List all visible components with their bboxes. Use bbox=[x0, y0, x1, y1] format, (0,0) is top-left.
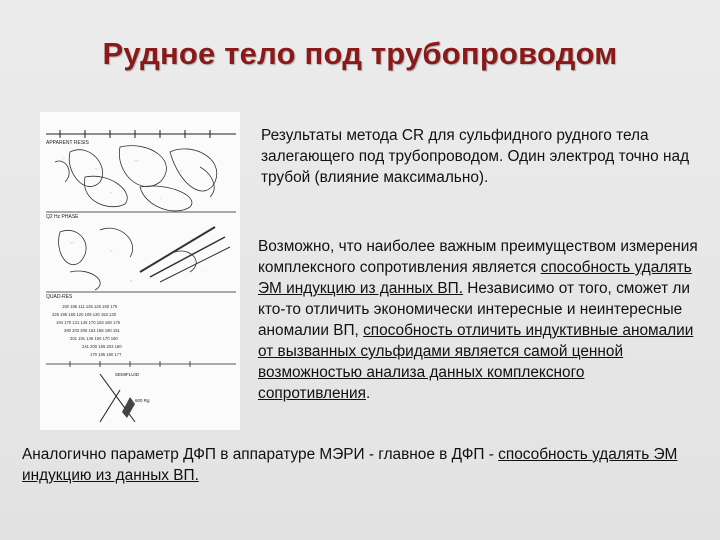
figure-label-depth: 600 Rg bbox=[135, 398, 150, 403]
paragraph-cr-results: Результаты метода CR для сульфидного рудного тела залегающего под трубопроводом. Один электрод точно над трубой (влияние максимально). bbox=[261, 127, 690, 186]
svg-text:241 200 165 203 180: 241 200 165 203 180 bbox=[82, 344, 122, 349]
svg-text:170 185 180 177: 170 185 180 177 bbox=[90, 352, 122, 357]
svg-text:·:·: ·:· bbox=[135, 158, 139, 163]
paragraph2-text-2: Независимо от того, сможет ли кто-то отличить экономически интересные и неинтересные аномалии ВП, bbox=[258, 280, 691, 339]
figure-label-quad: QUAD-RES bbox=[46, 294, 73, 300]
svg-text:150 185 111 135 126 150 170: 150 185 111 135 126 150 170 bbox=[62, 304, 118, 309]
svg-text:·:: ·: bbox=[110, 190, 113, 195]
figure-label-pipe: SEMIFLUID bbox=[115, 372, 140, 377]
paragraph2-underline-1: способность удалять ЭМ индукцию из данных ВП. bbox=[258, 259, 692, 297]
paragraph2-text-1: Возможно, что наиболее важным преимуществом измерения комплексного сопротивления является bbox=[258, 238, 698, 276]
svg-text:201 191 146 150 170 160: 201 191 146 150 170 160 bbox=[70, 336, 118, 341]
paragraph3-text-1: Аналогично параметр ДФП в аппаратуре МЭРИ - главное в ДФП - bbox=[22, 446, 499, 463]
svg-text:·:: ·: bbox=[110, 248, 113, 253]
svg-text:280 203 206 163 188 180 151: 280 203 206 163 188 180 151 bbox=[64, 328, 120, 333]
paragraph-dfp bbox=[22, 444, 702, 486]
paragraph2-text-3: . bbox=[365, 385, 371, 402]
svg-text:225 195 150 120 109 120 153 13: 225 195 150 120 109 120 153 130 bbox=[52, 312, 117, 317]
figure-label-phase: Q2 Hz PHASE bbox=[46, 214, 79, 220]
paragraph2-underline-2: способность отличить индуктивные аномалии от вызванных сульфидами является самой ценной возможностью анализа данных комплексного сопротивления bbox=[258, 322, 694, 402]
paragraph-complex-resistivity bbox=[258, 236, 698, 404]
svg-text:··: ·· bbox=[190, 236, 193, 241]
svg-text:·: · bbox=[160, 196, 162, 201]
pseudosection-figure bbox=[40, 112, 240, 430]
svg-text:··: ·· bbox=[62, 156, 65, 161]
svg-text:·:: ·: bbox=[180, 168, 183, 173]
figure-label-resistivity: APPARENT RESIS bbox=[46, 140, 89, 146]
svg-text:·:·: ·:· bbox=[70, 240, 74, 245]
slide-title: Рудное тело под трубопроводом bbox=[102, 36, 618, 71]
svg-text:·:: ·: bbox=[95, 166, 98, 171]
svg-text:·:: ·: bbox=[130, 278, 133, 283]
pseudosection-plot bbox=[40, 112, 240, 430]
paragraph3-underline-1: способность удалять ЭМ индукцию из данных ВП. bbox=[22, 446, 678, 484]
svg-text:·: · bbox=[205, 268, 207, 273]
svg-text:194 170 131 145 170 153 160 17: 194 170 131 145 170 153 160 175 bbox=[56, 320, 121, 325]
